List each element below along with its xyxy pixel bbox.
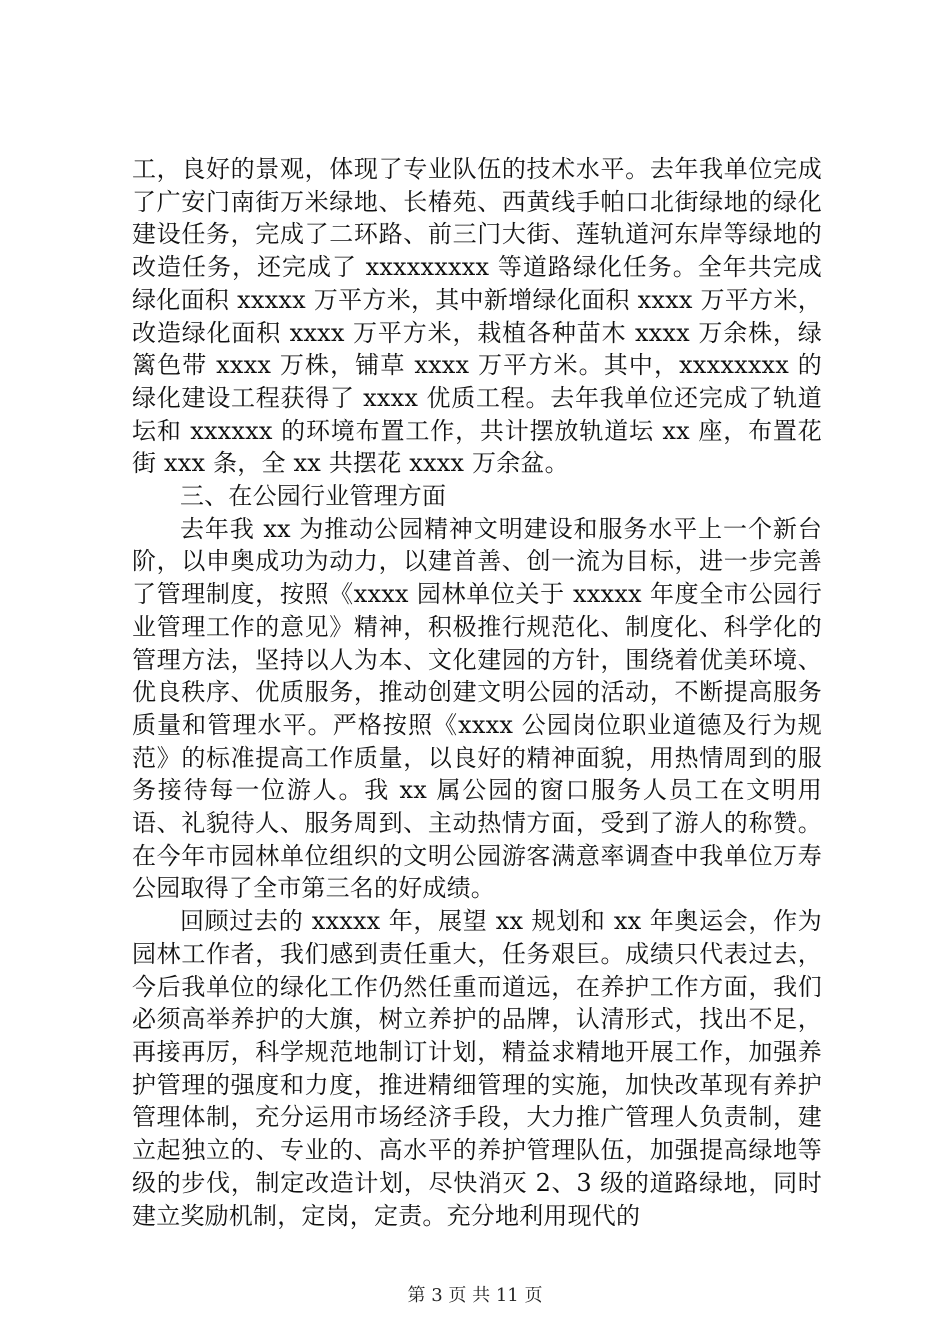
section-heading: 三、在公园行业管理方面: [180, 482, 447, 511]
paragraph-park-management: 去年我 xx 为推动公园精神文明建设和服务水平上一个新台阶，以申奥成功为动力，以建首善、创一流为目标，进一步完善了管理制度，按照《xxxx 园林单位关于 xxxxx 年度全市公园行业管理工作的意见》精神，积极推行规范化、制度化、科学化的管理方法，坚持以人为本、文化建园的方针，围绕着优美环境、优良秩序、优质服务，推动创建文明公园的活动，不断提高服务质量和管理水平。严格按照《xxxx 公园岗位职业道德及行为规范》的标准提高工作质量，以良好的精神面貌，用热情周到的服务接待每一位游人。我 xx 属公园的窗口服务人员工在文明用语、礼貌待人、服务周到、主动热情方面，受到了游人的称赞。在今年市园林单位组织的文明公园游客满意率调查中我单位万寿公园取得了全市第三名的好成绩。: [132, 514, 822, 903]
paragraph-review: 回顾过去的 xxxxx 年，展望 xx 规划和 xx 年奥运会，作为园林工作者，我们感到责任重大，任务艰巨。成绩只代表过去，今后我单位的绿化工作仍然任重而道远，在养护工作方面，我们必须高举养护的大旗，树立养护的品牌，认清形式，找出不足，再接再厉，科学规范地制订计划，精益求精地开展工作，加强养护管理的强度和力度，推进精细管理的实施，加快改革现有养护管理体制，充分运用市场经济手段，大力推广管理人负责制，建立起独立的、专业的、高水平的养护管理队伍，加强提高绿地等级的步伐，制定改造计划，尽快消灭 2、3 级的道路绿地，同时建立奖励机制，定岗，定责。充分地利用现代的: [132, 907, 822, 1230]
document-body: [132, 153, 822, 1232]
page-footer: 第 3 页 共 11 页: [407, 1285, 543, 1306]
paragraph-continuation: 工，良好的景观，体现了专业队伍的技术水平。去年我单位完成了广安门南街万米绿地、长椿苑、西黄线手帕口北街绿地的绿化建设任务，完成了二环路、前三门大街、莲轨道河东岸等绿地的改造任务，还完成了 xxxxxxxxx 等道路绿化任务。全年共完成绿化面积 xxxxx 万平方米，其中新增绿化面积 xxxx 万平方米，改造绿化面积 xxxx 万平方米，栽植各种苗木 xxxx 万余株，绿篱色带 xxxx 万株，铺草 xxxx 万平方米。其中，xxxxxxxx 的绿化建设工程获得了 xxxx 优质工程。去年我单位还完成了轨道坛和 xxxxxx 的环境布置工作，共计摆放轨道坛 xx 座，布置花街 xxx 条，全 xx 共摆花 xxxx 万余盆。: [132, 155, 822, 478]
